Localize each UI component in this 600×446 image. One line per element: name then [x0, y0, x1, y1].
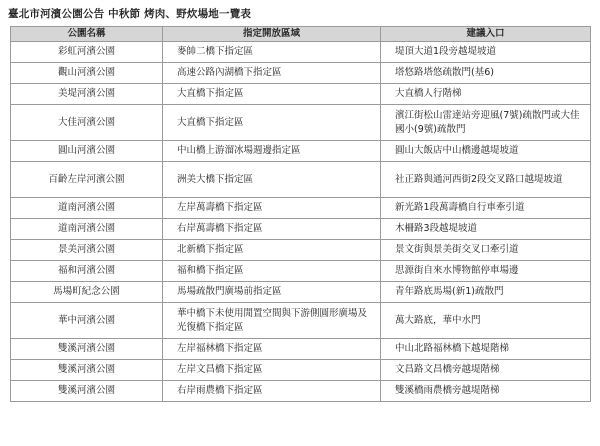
designated-area-cell: 右岸雨農橋下指定區	[163, 381, 381, 402]
table-body	[11, 42, 591, 402]
designated-area-cell: 中山橋上游溜冰場週邊指定區	[163, 141, 381, 162]
suggested-entrance-cell: 萬大路底，華中水門	[381, 303, 591, 339]
park-name-cell: 福和河濱公園	[11, 261, 163, 282]
table-row	[11, 381, 591, 402]
header-park-name: 公園名稱	[11, 27, 163, 42]
suggested-entrance-cell: 中山北路福林橋下越堤階梯	[381, 339, 591, 360]
bbq-sites-table	[10, 26, 591, 402]
park-name-cell: 馬場町紀念公園	[11, 282, 163, 303]
designated-area-cell: 大直橋下指定區	[163, 105, 381, 141]
designated-area-cell: 麥帥二橋下指定區	[163, 42, 381, 63]
suggested-entrance-cell: 社正路與通河西街2段交叉路口越堤坡道	[381, 162, 591, 198]
designated-area-cell: 左岸福林橋下指定區	[163, 339, 381, 360]
suggested-entrance-cell: 青年路底馬場(新1)疏散門	[381, 282, 591, 303]
designated-area-cell: 北新橋下指定區	[163, 240, 381, 261]
table-row	[11, 198, 591, 219]
table-row	[11, 219, 591, 240]
suggested-entrance-cell: 景文街與景美街交叉口牽引道	[381, 240, 591, 261]
suggested-entrance-cell: 雙溪橋雨農橋旁越堤階梯	[381, 381, 591, 402]
park-name-cell: 雙溪河濱公園	[11, 339, 163, 360]
park-name-cell: 道南河濱公園	[11, 219, 163, 240]
table-row	[11, 282, 591, 303]
park-name-cell: 道南河濱公園	[11, 198, 163, 219]
park-name-cell: 美堤河濱公園	[11, 84, 163, 105]
suggested-entrance-cell: 木柵路3段越堤坡道	[381, 219, 591, 240]
table-row	[11, 63, 591, 84]
park-name-cell: 彩虹河濱公園	[11, 42, 163, 63]
designated-area-cell: 洲美大橋下指定區	[163, 162, 381, 198]
park-name-cell: 雙溪河濱公園	[11, 381, 163, 402]
suggested-entrance-cell: 塔悠路塔悠疏散門(基6)	[381, 63, 591, 84]
suggested-entrance-cell: 新光路1段萬壽橋自行車牽引道	[381, 198, 591, 219]
table-row	[11, 84, 591, 105]
table-row	[11, 339, 591, 360]
header-designated-area: 指定開放區域	[163, 27, 381, 42]
designated-area-cell: 左岸萬壽橋下指定區	[163, 198, 381, 219]
park-name-cell: 華中河濱公園	[11, 303, 163, 339]
header-suggested-entrance: 建議入口	[381, 27, 591, 42]
suggested-entrance-cell: 濱江街松山雷達站旁迎風(7號)疏散門或大佳國小(9號)疏散門	[381, 105, 591, 141]
park-name-cell: 大佳河濱公園	[11, 105, 163, 141]
designated-area-cell: 馬場疏散門廣場前指定區	[163, 282, 381, 303]
park-name-cell: 雙溪河濱公園	[11, 360, 163, 381]
designated-area-cell: 大直橋下指定區	[163, 84, 381, 105]
park-name-cell: 百齡左岸河濱公園	[11, 162, 163, 198]
table-row	[11, 162, 591, 198]
suggested-entrance-cell: 堤頂大道1段旁越堤坡道	[381, 42, 591, 63]
table-row	[11, 42, 591, 63]
designated-area-cell: 右岸萬壽橋下指定區	[163, 219, 381, 240]
suggested-entrance-cell: 大直橋人行階梯	[381, 84, 591, 105]
park-name-cell: 觀山河濱公園	[11, 63, 163, 84]
designated-area-cell: 福和橋下指定區	[163, 261, 381, 282]
table-row	[11, 303, 591, 339]
table-row	[11, 360, 591, 381]
suggested-entrance-cell: 思源街自來水博物館停車場邊	[381, 261, 591, 282]
designated-area-cell: 華中橋下未使用閒置空間與下游側圓形廣場及光復橋下指定區	[163, 303, 381, 339]
page-title: 臺北市河濱公園公告 中秋節 烤肉、野炊場地一覽表	[8, 8, 252, 20]
table-row	[11, 141, 591, 162]
suggested-entrance-cell: 文昌路文昌橋旁越堤階梯	[381, 360, 591, 381]
table-header-row	[11, 27, 591, 42]
table-row	[11, 240, 591, 261]
designated-area-cell: 高速公路內湖橋下指定區	[163, 63, 381, 84]
table-row	[11, 261, 591, 282]
suggested-entrance-cell: 圓山大飯店中山橋邊越堤坡道	[381, 141, 591, 162]
park-name-cell: 景美河濱公園	[11, 240, 163, 261]
table-row	[11, 105, 591, 141]
designated-area-cell: 左岸文昌橋下指定區	[163, 360, 381, 381]
park-name-cell: 圓山河濱公園	[11, 141, 163, 162]
